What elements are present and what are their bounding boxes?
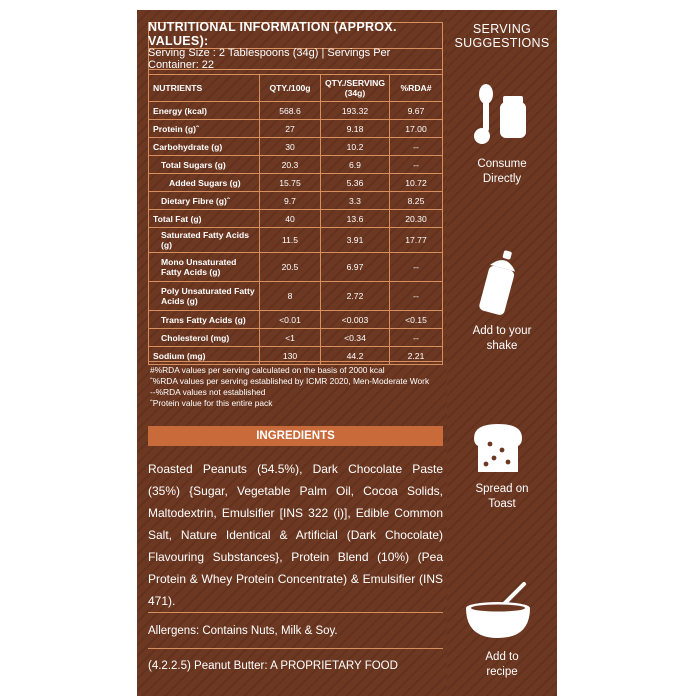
note-line: --%RDA values not established — [150, 387, 266, 397]
nutrition-table — [148, 74, 443, 365]
divider — [148, 612, 443, 613]
note-line: #%RDA values per serving calculated on the basis of 2000 kcal — [150, 365, 385, 375]
suggestion-consume-directly — [447, 157, 557, 187]
bowl-icon — [460, 580, 536, 642]
table-row — [149, 282, 443, 311]
nutrient-rda: 8.25 — [390, 192, 443, 210]
suggestion-label: Toast — [488, 498, 516, 510]
divider — [148, 648, 443, 649]
nutrition-title: NUTRITIONAL INFORMATION (APPROX. VALUES): — [148, 20, 397, 48]
suggestion-label: Add to — [485, 651, 519, 663]
suggestion-add-to-shake — [447, 324, 557, 354]
table-row — [149, 102, 443, 120]
nutrient-name: Cholesterol (mg) — [149, 329, 260, 347]
shaker-icon — [474, 246, 526, 318]
suggestion-label: Spread on — [475, 483, 529, 495]
nutrient-rda: -- — [390, 282, 443, 311]
table-row — [149, 311, 443, 329]
nutrient-rda: 17.00 — [390, 120, 443, 138]
nutrient-serving: 6.9 — [320, 156, 389, 174]
ingredients-header: INGREDIENTS — [148, 426, 443, 446]
nutrient-name: Energy (kcal) — [149, 102, 260, 120]
nutrient-name: Saturated Fatty Acids (g) — [149, 228, 260, 253]
nutrient-per100: 11.5 — [259, 228, 320, 253]
nutrient-name: Added Sugars (g) — [149, 174, 260, 192]
nutrient-name: Trans Fatty Acids (g) — [149, 311, 260, 329]
nutrient-rda: -- — [390, 138, 443, 156]
table-row — [149, 192, 443, 210]
header-serving: QTY./SERVING (34g) — [320, 75, 389, 102]
nutrient-serving: 6.97 — [320, 253, 389, 282]
toast-icon — [468, 420, 528, 476]
allergen-info: Allergens: Contains Nuts, Milk & Soy. — [148, 625, 338, 637]
nutrient-per100: 9.7 — [259, 192, 320, 210]
suggestion-label: Consume — [477, 158, 527, 170]
serving-suggestions-title — [447, 22, 557, 50]
nutrient-name: Total Fat (g) — [149, 210, 260, 228]
nutrient-rda: 2.21 — [390, 347, 443, 365]
nutrient-serving: 5.36 — [320, 174, 389, 192]
ingredients-text: Roasted Peanuts (54.5%), Dark Chocolate Paste (35%) {Sugar, Vegetable Palm Oil, Cocoa Solids, Maltodextrin, Emulsifier [INS 322 (i)], Edible Common Salt, Nature Identical & Artificial (Dark Chocolate) Flavouring Substances}, Protein Blend (10%) (Pea Protein & Whey Protein Concentrate) & Emulsifier (INS 471). — [148, 462, 443, 608]
proprietary-food-note: (4.2.2.5) Peanut Butter: A PROPRIETARY FOOD — [148, 660, 398, 672]
nutrient-rda: 20.30 — [390, 210, 443, 228]
nutrient-serving: 193.32 — [320, 102, 389, 120]
nutrient-serving: 44.2 — [320, 347, 389, 365]
spoon-jar-icon — [466, 82, 532, 154]
nutrient-rda: 9.67 — [390, 102, 443, 120]
nutrient-name: Poly Unsaturated Fatty Acids (g) — [149, 282, 260, 311]
nutrient-serving: 10.2 — [320, 138, 389, 156]
table-row — [149, 210, 443, 228]
nutrient-per100: 20.5 — [259, 253, 320, 282]
nutrient-serving: 3.3 — [320, 192, 389, 210]
nutrient-per100: 20.3 — [259, 156, 320, 174]
nutrient-name: Dietary Fibre (g)ˆ — [149, 192, 260, 210]
nutrient-name: Total Sugars (g) — [149, 156, 260, 174]
nutrient-serving: <0.34 — [320, 329, 389, 347]
nutrient-serving: 3.91 — [320, 228, 389, 253]
nutrient-per100: 130 — [259, 347, 320, 365]
table-row — [149, 329, 443, 347]
suggestion-label: recipe — [486, 666, 518, 678]
nutrient-per100: 15.75 — [259, 174, 320, 192]
table-header-row — [149, 75, 443, 102]
nutrient-serving: 13.6 — [320, 210, 389, 228]
nutrient-per100: 8 — [259, 282, 320, 311]
table-row — [149, 347, 443, 365]
table-row — [149, 138, 443, 156]
suggestion-label: shake — [486, 340, 518, 352]
nutrient-rda: -- — [390, 329, 443, 347]
nutrient-per100: 40 — [259, 210, 320, 228]
nutrient-rda: 10.72 — [390, 174, 443, 192]
nutrient-rda: -- — [390, 253, 443, 282]
nutrient-per100: 568.6 — [259, 102, 320, 120]
nutrient-name: Sodium (mg) — [149, 347, 260, 365]
nutrient-name: Carbohydrate (g) — [149, 138, 260, 156]
note-line: ˆ%RDA values per serving established by ICMR 2020, Men-Moderate Work — [150, 376, 430, 386]
nutrient-per100: 30 — [259, 138, 320, 156]
table-row — [149, 253, 443, 282]
header-per100: QTY./100g — [259, 75, 320, 102]
nutrient-name: Mono Unsaturated Fatty Acids (g) — [149, 253, 260, 282]
table-row — [149, 174, 443, 192]
nutrient-name: Protein (g)ˆ — [149, 120, 260, 138]
title-line: SERVING — [472, 22, 532, 36]
nutrient-per100: 27 — [259, 120, 320, 138]
suggestion-label: Add to your — [472, 325, 532, 337]
nutrient-serving: 2.72 — [320, 282, 389, 311]
suggestion-add-to-recipe — [447, 650, 557, 680]
nutrient-rda: <0.15 — [390, 311, 443, 329]
suggestion-spread-on-toast — [447, 482, 557, 512]
table-row — [149, 120, 443, 138]
title-line: SUGGESTIONS — [454, 36, 550, 50]
rda-notes — [150, 365, 445, 409]
serving-info: Serving Size : 2 Tablespoons (34g) | Servings Per Container: 22 — [148, 48, 443, 70]
nutrient-per100: <0.01 — [259, 311, 320, 329]
note-line: ˆProtein value for this entire pack — [150, 398, 273, 408]
nutrient-rda: 17.77 — [390, 228, 443, 253]
nutrient-serving: 9.18 — [320, 120, 389, 138]
nutrient-serving: <0.003 — [320, 311, 389, 329]
table-row — [149, 156, 443, 174]
nutrient-per100: <1 — [259, 329, 320, 347]
nutrient-rda: -- — [390, 156, 443, 174]
header-nutrients: NUTRIENTS — [149, 75, 260, 102]
header-rda: %RDA# — [390, 75, 443, 102]
suggestion-label: Directly — [482, 173, 522, 185]
table-row — [149, 228, 443, 253]
